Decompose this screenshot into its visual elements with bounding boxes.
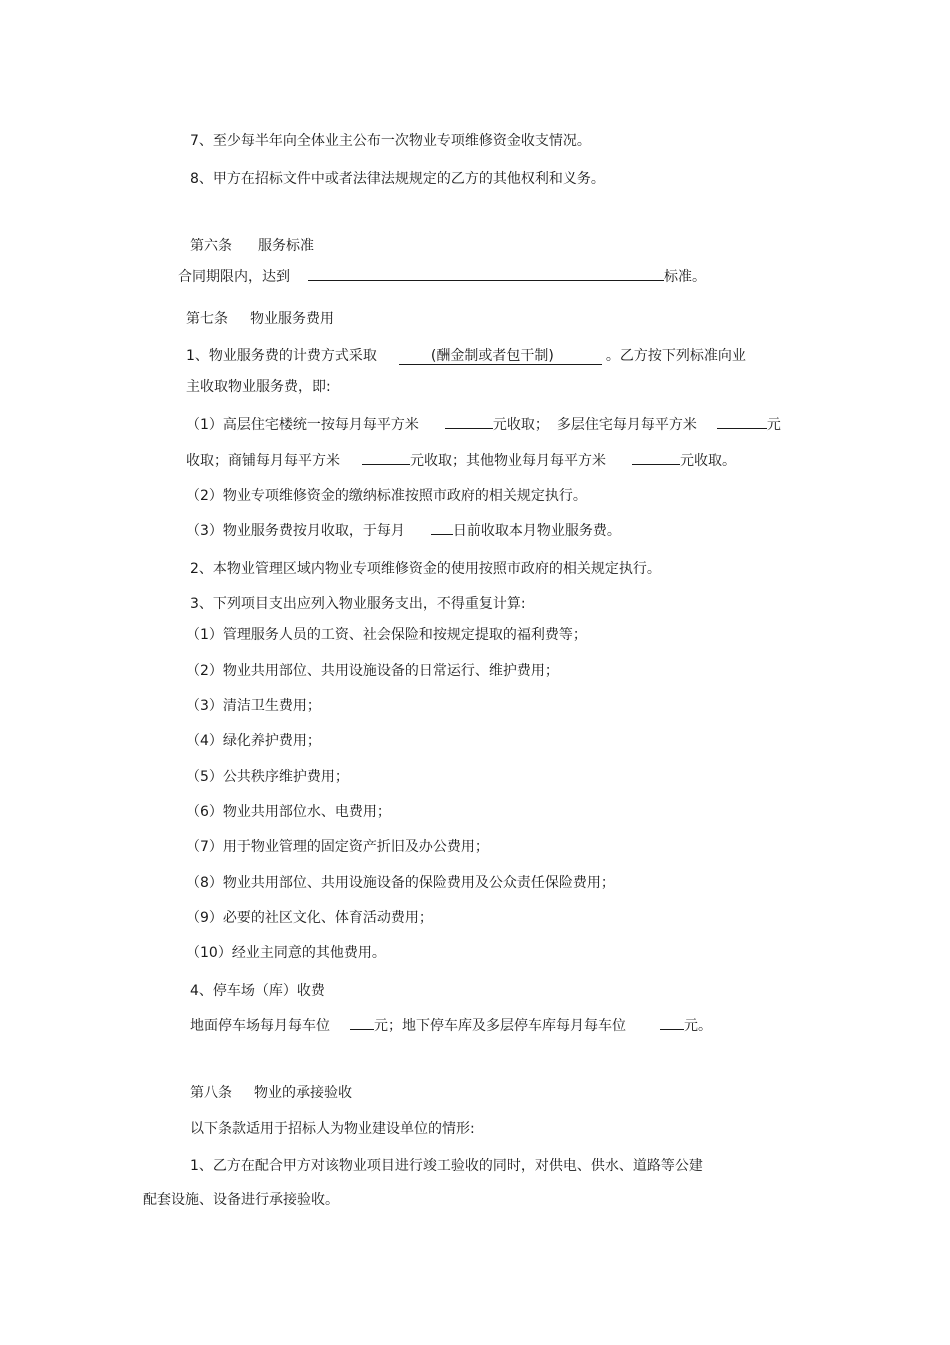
clause-5-item-8: 8、甲方在招标文件中或者法律法规规定的乙方的其他权利和义务。 [190,171,605,187]
list-item: （3）清洁卫生费用； [186,698,321,714]
list-item: （8）物业共用部位、共用设施设备的保险费用及公众责任保险费用； [186,875,615,891]
article-title: 物业服务费用 [250,311,334,327]
list-item: （1）管理服务人员的工资、社会保险和按规定提取的福利费等； [186,627,587,643]
list-item: （4）绿化养护费用； [186,733,321,749]
article-6-heading [190,236,314,256]
collection-day-blank[interactable] [431,520,453,535]
article-7-heading [186,309,334,329]
article-title: 物业的承接验收 [254,1085,352,1101]
article-8-item-1-continuation: 配套设施、设备进行承接验收。 [143,1192,339,1208]
parking-fee-line: 地面停车场每月每车位 元；地下停车库及多层停车库每月每车位 元。 [190,1015,712,1036]
underground-parking-blank[interactable] [660,1015,684,1030]
clause-7-item-2: 2、本物业管理区域内物业专项维修资金的使用按照市政府的相关规定执行。 [190,561,661,577]
service-standard-line: 合同期限内，达到 标准。 [178,266,706,287]
list-item: （7）用于物业管理的固定资产折旧及办公费用； [186,839,489,855]
fee-method-continuation: 主收取物业服务费，即: [186,379,331,395]
article-8-heading [190,1083,352,1103]
article-number: 第八条 [190,1085,232,1101]
other-rate-blank[interactable] [632,450,680,465]
multistory-rate-blank[interactable] [717,414,767,429]
article-8-item-1: 1、乙方在配合甲方对该物业项目进行竣工验收的同时，对供电、供水、道路等公建 [190,1158,703,1174]
fee-sub-3: （3）物业服务费按月收取，于每月 日前收取本月物业服务费。 [186,520,621,541]
article-number: 第六条 [190,238,232,254]
fee-method-choice[interactable]: (酬金制或者包干制) [399,348,602,365]
list-item: （2）物业共用部位、共用设施设备的日常运行、维护费用； [186,663,559,679]
list-item: （5）公共秩序维护费用； [186,769,349,785]
list-item: （10）经业主同意的其他费用。 [186,945,386,961]
fee-method-line: 1、物业服务费的计费方式采取 (酬金制或者包干制) 。乙方按下列标准向业 [186,348,746,364]
highrise-rate-blank[interactable] [445,414,493,429]
article-number: 第七条 [186,311,228,327]
clause-7-item-4: 4、停车场（库）收费 [190,983,325,999]
surface-parking-blank[interactable] [350,1015,374,1030]
shop-rate-blank[interactable] [362,450,410,465]
article-title: 服务标准 [258,238,314,254]
fee-rate-line-2: 收取；商铺每月每平方米 元收取；其他物业每月每平方米 元收取。 [186,450,736,471]
list-item: （9）必要的社区文化、体育活动费用； [186,910,433,926]
clause-5-item-7: 7、至少每半年向全体业主公布一次物业专项维修资金收支情况。 [190,133,591,149]
clause-7-item-3: 3、下列项目支出应列入物业服务支出，不得重复计算: [190,596,526,612]
list-item: （6）物业共用部位水、电费用； [186,804,391,820]
standard-blank[interactable] [308,266,664,281]
article-8-intro: 以下条款适用于招标人为物业建设单位的情形: [190,1121,475,1137]
fee-sub-2: （2）物业专项维修资金的缴纳标准按照市政府的相关规定执行。 [186,488,587,504]
fee-rate-line-1: （1）高层住宅楼统一按每月每平方米 元收取； 多层住宅每月每平方米 元 [186,414,781,435]
